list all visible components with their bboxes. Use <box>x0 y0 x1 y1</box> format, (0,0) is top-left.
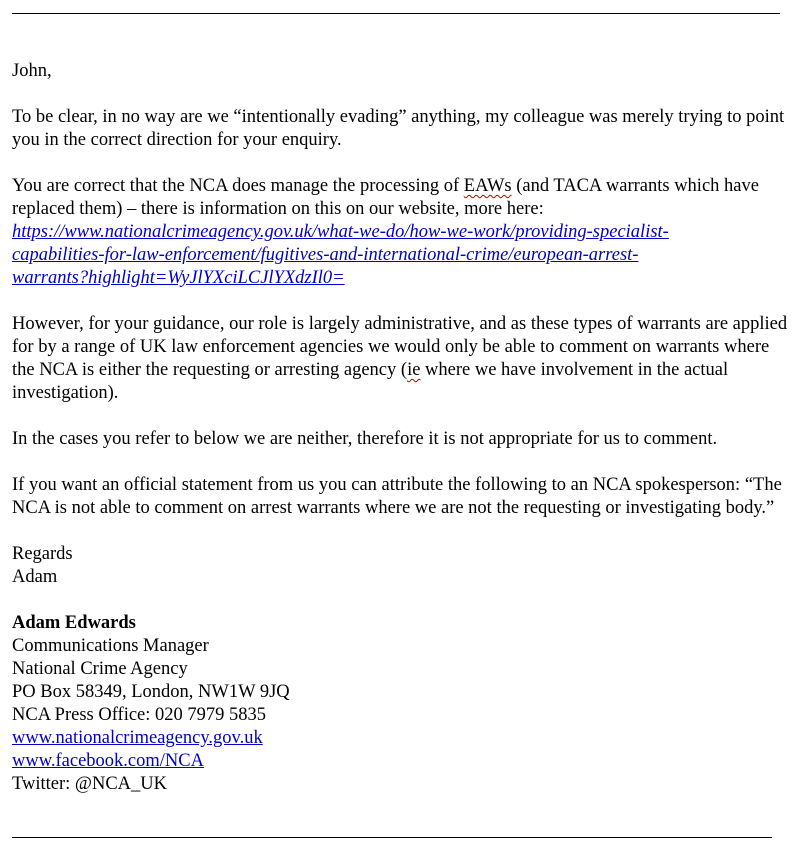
signature-full-name: Adam Edwards <box>12 613 136 633</box>
paragraph-clarification: To be clear, in no way are we “intentionally evading” anything, my colleague was merely trying to point you in the correct direction for your enquiry. <box>12 107 785 150</box>
paragraph-eaw-processing <box>12 175 794 290</box>
paragraph-guidance <box>12 313 794 405</box>
signature-press-office: NCA Press Office: 020 7979 5835 <box>12 705 267 725</box>
para2-text-start: You are correct that the NCA does manage the processing of <box>12 176 464 196</box>
paragraph-cases: In the cases you refer to below we are neither, therefore it is not appropriate for us to comment. <box>12 429 718 449</box>
greeting: John, <box>12 61 52 81</box>
spacer <box>12 290 794 313</box>
email-body <box>12 60 794 796</box>
para2-text-end: (and TACA warrants which have replaced them) – there is information on this on our website, more here: <box>12 176 759 219</box>
paragraph-official-statement: If you want an official statement from us you can attribute the following to an NCA spokesperson: “The NCA is not able to comment on arrest warrants where we are not the requesting or investigating body.” <box>12 475 782 518</box>
spacer <box>12 589 794 612</box>
closing-name: Adam <box>12 567 58 587</box>
signature-twitter: Twitter: @NCA_UK <box>12 774 167 794</box>
signature-job-title: Communications Manager <box>12 636 209 656</box>
nca-eaw-link-line-2: capabilities-for-law-enforcement/fugitives-and-international-crime/european-arrest- <box>12 245 639 265</box>
signature-facebook-link[interactable]: www.facebook.com/NCA <box>12 751 204 771</box>
para3-text-end: where we have involvement in the actual investigation). <box>12 360 729 403</box>
spellcheck-word-eaws: EAWs <box>463 176 512 196</box>
spacer <box>12 405 794 428</box>
closing-regards: Regards <box>12 544 73 564</box>
para3-text-start: However, for your guidance, our role is largely administrative, and as these types of warrants are applied for by a range of UK law enforcement agencies we would only be able to comment on warrants where the NCA is either the requesting or arresting agency ( <box>12 314 788 380</box>
top-divider <box>12 13 780 14</box>
nca-eaw-link[interactable] <box>12 222 669 288</box>
bottom-divider <box>12 837 772 838</box>
signature-address: PO Box 58349, London, NW1W 9JQ <box>12 682 290 702</box>
signature-website-link[interactable]: www.nationalcrimeagency.gov.uk <box>12 728 263 748</box>
spacer <box>12 451 794 474</box>
nca-eaw-link-line-3: warrants?highlight=WyJlYXciLCJlYXdzIl0= <box>12 268 345 288</box>
spacer <box>12 83 794 106</box>
nca-eaw-link-line-1: https://www.nationalcrimeagency.gov.uk/what-we-do/how-we-work/providing-specialist- <box>12 222 669 242</box>
signature-organisation: National Crime Agency <box>12 659 188 679</box>
spacer <box>12 520 794 543</box>
spellcheck-word-ie: ie <box>407 360 421 380</box>
spacer <box>12 152 794 175</box>
email-signature <box>12 612 794 796</box>
